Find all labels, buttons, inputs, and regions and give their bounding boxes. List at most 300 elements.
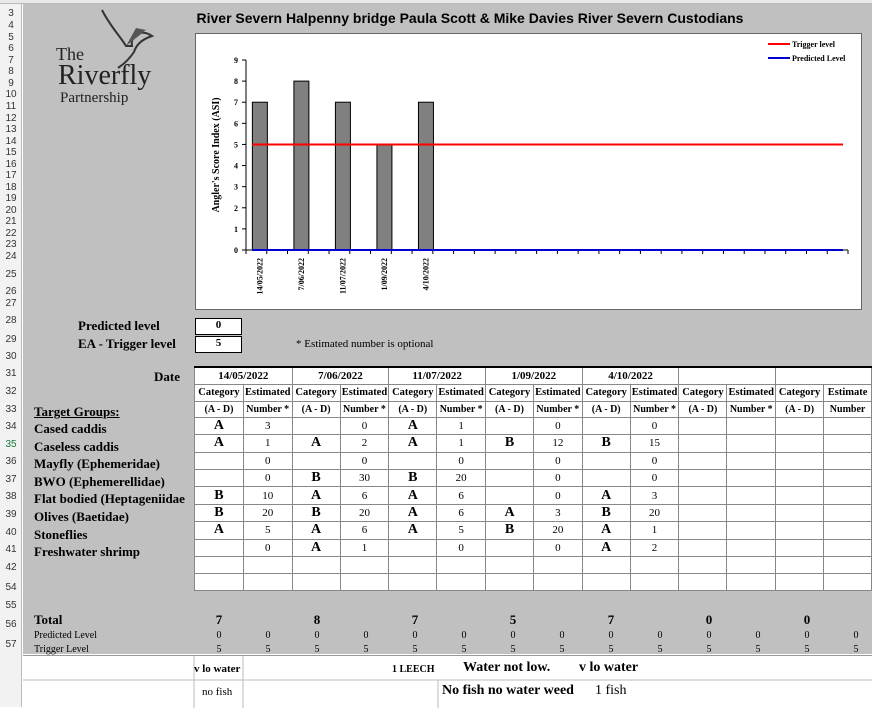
number-cell[interactable]: 5 — [243, 522, 292, 539]
category-cell[interactable]: A — [389, 522, 437, 539]
number-cell[interactable] — [727, 539, 776, 556]
row-number[interactable]: 21 — [5, 216, 17, 227]
x-tick-label: 1/09/2022 — [379, 258, 389, 291]
date-cell[interactable]: 14/05/2022 — [195, 367, 293, 384]
row-number[interactable]: 23 — [5, 239, 17, 250]
date-cell[interactable] — [679, 367, 776, 384]
row-number[interactable]: 6 — [8, 43, 14, 54]
column-header[interactable]: Category — [292, 384, 340, 401]
category-cell[interactable] — [679, 417, 727, 434]
row-number[interactable]: 26 — [5, 286, 17, 297]
category-cell[interactable]: B — [389, 470, 437, 487]
number-cell[interactable]: 5 — [437, 522, 486, 539]
row-number[interactable]: 37 — [5, 474, 17, 485]
category-cell[interactable] — [292, 417, 340, 434]
row-number[interactable]: 12 — [5, 113, 17, 124]
chart-svg — [196, 34, 861, 309]
empty-cell[interactable] — [292, 574, 340, 591]
number-cell[interactable]: 0 — [340, 452, 389, 469]
empty-cell[interactable] — [437, 557, 486, 574]
trigger-level-label: EA - Trigger level — [78, 336, 176, 351]
bar — [377, 144, 392, 250]
empty-cell[interactable] — [630, 557, 679, 574]
row-number[interactable]: 19 — [5, 193, 17, 204]
total-value[interactable]: 7 — [607, 612, 615, 627]
category-cell[interactable]: B — [582, 504, 630, 521]
category-cell[interactable] — [776, 522, 824, 539]
total-value[interactable]: 0 — [705, 612, 713, 627]
row-number[interactable]: 13 — [5, 124, 17, 135]
category-cell[interactable]: B — [292, 470, 340, 487]
category-cell[interactable] — [582, 417, 630, 434]
category-cell[interactable] — [776, 504, 824, 521]
note-r57-a[interactable]: no fish — [202, 686, 233, 698]
notes-area — [23, 655, 872, 707]
category-cell[interactable] — [582, 470, 630, 487]
predicted-level-value[interactable]: 0 — [461, 630, 467, 641]
column-subheader[interactable]: (A - D) — [776, 401, 824, 417]
category-cell[interactable] — [776, 470, 824, 487]
row-number[interactable]: 16 — [5, 159, 17, 170]
column-header[interactable]: Estimated — [437, 384, 486, 401]
column-subheader[interactable]: (A - D) — [292, 401, 340, 417]
number-cell[interactable]: 15 — [630, 435, 679, 452]
empty-cell[interactable] — [243, 557, 292, 574]
empty-cell[interactable] — [389, 557, 437, 574]
date-cell[interactable]: 7/06/2022 — [292, 367, 389, 384]
predicted-level-value[interactable]: 0 — [510, 630, 516, 641]
legend-label: Trigger level — [792, 40, 836, 49]
number-cell[interactable]: 20 — [243, 504, 292, 521]
date-cell[interactable] — [776, 367, 872, 384]
category-cell[interactable]: A — [389, 417, 437, 434]
column-subheader[interactable]: (A - D) — [485, 401, 533, 417]
note-r56-c[interactable]: Water not low. — [463, 660, 551, 675]
number-cell[interactable] — [727, 452, 776, 469]
number-cell[interactable] — [824, 539, 872, 556]
number-cell[interactable]: 0 — [437, 539, 486, 556]
category-cell[interactable] — [485, 417, 533, 434]
number-cell[interactable]: 6 — [437, 504, 486, 521]
category-cell[interactable] — [485, 487, 533, 504]
row-number[interactable]: 20 — [5, 205, 17, 216]
predicted-level-value[interactable]: 0 — [412, 630, 418, 641]
target-group-label: Flat bodied (Heptageniidae — [34, 491, 185, 507]
row-number[interactable]: 38 — [5, 491, 17, 502]
total-value[interactable]: 7 — [411, 612, 419, 627]
empty-cell[interactable] — [582, 574, 630, 591]
column-subheader[interactable]: (A - D) — [389, 401, 437, 417]
column-header[interactable]: Category — [582, 384, 630, 401]
x-tick-label: 11/07/2022 — [338, 258, 348, 295]
category-cell[interactable]: B — [292, 504, 340, 521]
category-cell[interactable] — [776, 417, 824, 434]
number-cell[interactable]: 20 — [437, 470, 486, 487]
number-cell[interactable]: 0 — [630, 417, 679, 434]
row-number[interactable]: 17 — [5, 170, 17, 181]
number-cell[interactable]: 1 — [437, 417, 486, 434]
number-cell[interactable]: 2 — [630, 539, 679, 556]
row-number[interactable]: 54 — [5, 582, 17, 593]
row-number[interactable]: 56 — [5, 619, 17, 630]
column-header[interactable]: Category — [389, 384, 437, 401]
number-cell[interactable] — [824, 504, 872, 521]
empty-cell[interactable] — [485, 557, 533, 574]
target-group-label: Freshwater shrimp — [34, 544, 141, 560]
total-value[interactable]: 5 — [509, 612, 517, 627]
number-cell[interactable]: 20 — [534, 522, 583, 539]
row-number[interactable]: 29 — [5, 334, 17, 345]
bar — [294, 81, 309, 250]
trigger-level-value[interactable]: 5 — [265, 644, 271, 655]
category-cell[interactable] — [679, 470, 727, 487]
predicted-level-value[interactable]: 0 — [853, 630, 859, 641]
row-number[interactable]: 18 — [5, 182, 17, 193]
notes-grid — [23, 656, 872, 708]
column-header[interactable]: Estimate — [824, 384, 872, 401]
empty-cell[interactable] — [824, 574, 872, 591]
empty-cell[interactable] — [679, 574, 727, 591]
number-cell[interactable]: 6 — [340, 522, 389, 539]
column-subheader[interactable]: Number * — [437, 401, 486, 417]
note-r56-b[interactable]: 1 LEECH — [392, 664, 435, 675]
number-cell[interactable]: 1 — [630, 522, 679, 539]
number-cell[interactable] — [727, 435, 776, 452]
category-cell[interactable]: B — [582, 435, 630, 452]
row-number[interactable]: 40 — [5, 527, 17, 538]
row-number[interactable]: 57 — [5, 639, 17, 650]
x-tick-label: 4/10/2022 — [421, 258, 431, 291]
note-r57-b[interactable]: No fish no water weed — [442, 683, 574, 698]
row-number[interactable]: 4 — [8, 20, 14, 31]
x-tick-label: 7/06/2022 — [296, 258, 306, 291]
number-cell[interactable]: 0 — [630, 452, 679, 469]
category-cell[interactable]: A — [292, 435, 340, 452]
category-cell[interactable]: A — [389, 504, 437, 521]
category-cell[interactable]: A — [389, 487, 437, 504]
x-tick-label: 14/05/2022 — [255, 258, 265, 295]
row-number[interactable]: 34 — [5, 421, 17, 432]
empty-cell[interactable] — [437, 574, 486, 591]
survey-table[interactable] — [194, 366, 872, 591]
target-group-label: Cased caddis — [34, 421, 107, 436]
empty-cell[interactable] — [679, 557, 727, 574]
number-cell[interactable]: 0 — [437, 452, 486, 469]
number-cell[interactable] — [824, 522, 872, 539]
predicted-level-value[interactable]: 0 — [608, 630, 614, 641]
category-cell[interactable]: B — [195, 504, 244, 521]
legend-label: Predicted Level — [792, 54, 846, 63]
target-group-label: BWO (Ephemerellidae) — [34, 473, 165, 489]
empty-cell[interactable] — [582, 557, 630, 574]
bar — [418, 102, 433, 250]
number-cell[interactable]: 0 — [534, 539, 583, 556]
trigger-level-value[interactable]: 5 — [314, 644, 320, 655]
row-number[interactable]: 7 — [8, 55, 14, 66]
note-r56-a[interactable]: v lo water — [194, 663, 241, 675]
category-cell[interactable]: A — [389, 435, 437, 452]
row-number[interactable]: 14 — [5, 136, 17, 147]
empty-cell[interactable] — [534, 557, 583, 574]
predicted-level-value[interactable]: 0 — [804, 630, 810, 641]
number-cell[interactable]: 30 — [340, 470, 389, 487]
row-number[interactable]: 25 — [5, 269, 17, 280]
row-number[interactable]: 15 — [5, 147, 17, 158]
column-header[interactable]: Estimated — [243, 384, 292, 401]
category-cell[interactable] — [776, 452, 824, 469]
category-cell[interactable] — [582, 452, 630, 469]
category-cell[interactable] — [195, 470, 244, 487]
column-header[interactable]: Estimated — [534, 384, 583, 401]
target-group-label: Olives (Baetidae) — [34, 509, 129, 524]
trigger-level-value[interactable]: 5 — [412, 644, 418, 655]
total-value[interactable]: 0 — [803, 612, 811, 627]
trigger-level-value[interactable]: 5 — [559, 644, 565, 655]
row-number[interactable]: 28 — [5, 315, 17, 326]
category-cell[interactable]: A — [292, 487, 340, 504]
empty-cell[interactable] — [195, 557, 244, 574]
number-cell[interactable]: 20 — [340, 504, 389, 521]
category-cell[interactable] — [679, 435, 727, 452]
predicted-level-label: Predicted level — [78, 318, 160, 333]
category-cell[interactable] — [679, 487, 727, 504]
column-header[interactable]: Estimated — [727, 384, 776, 401]
category-cell[interactable] — [679, 504, 727, 521]
category-cell[interactable] — [776, 435, 824, 452]
date-cell[interactable]: 11/07/2022 — [389, 367, 486, 384]
date-label: Date — [154, 369, 180, 384]
number-cell[interactable]: 3 — [630, 487, 679, 504]
empty-cell[interactable] — [727, 574, 776, 591]
trigger-level-value[interactable]: 5 — [195, 336, 242, 353]
row-number[interactable]: 35 — [5, 439, 17, 450]
note-r57-c[interactable]: 1 fish — [595, 683, 627, 698]
predicted-level-value[interactable]: 0 — [314, 630, 320, 641]
column-subheader[interactable]: Number * — [727, 401, 776, 417]
trigger-level-value[interactable]: 5 — [706, 644, 712, 655]
y-tick-label: 8 — [234, 77, 238, 87]
column-subheader[interactable]: Number * — [243, 401, 292, 417]
y-tick-label: 9 — [234, 56, 238, 65]
empty-cell[interactable] — [824, 557, 872, 574]
number-cell[interactable] — [727, 487, 776, 504]
number-cell[interactable] — [824, 452, 872, 469]
category-cell[interactable]: A — [292, 539, 340, 556]
row-number[interactable]: 27 — [5, 298, 17, 309]
y-axis-title: Angler's Score Index (ASI) — [211, 97, 222, 213]
category-cell[interactable]: A — [582, 522, 630, 539]
predicted-level-row-label: Predicted Level — [34, 630, 98, 641]
empty-cell[interactable] — [195, 574, 244, 591]
category-cell[interactable]: B — [485, 435, 533, 452]
category-cell[interactable]: A — [292, 522, 340, 539]
number-cell[interactable]: 10 — [243, 487, 292, 504]
column-header[interactable]: Estimated — [340, 384, 389, 401]
empty-cell[interactable] — [389, 574, 437, 591]
logo-riverfly: Riverfly — [58, 60, 152, 91]
row-number[interactable]: 30 — [5, 351, 17, 362]
bar — [335, 102, 350, 250]
category-cell[interactable] — [195, 452, 244, 469]
category-cell[interactable]: A — [485, 504, 533, 521]
category-cell[interactable]: A — [195, 417, 244, 434]
number-cell[interactable] — [727, 470, 776, 487]
category-cell[interactable] — [389, 452, 437, 469]
predicted-level-value[interactable]: 0 — [195, 318, 242, 335]
trigger-level-value[interactable]: 5 — [216, 644, 222, 655]
number-cell[interactable]: 0 — [243, 452, 292, 469]
row-number[interactable]: 42 — [5, 562, 17, 573]
category-cell[interactable] — [292, 452, 340, 469]
empty-cell[interactable] — [340, 574, 389, 591]
predicted-level-value[interactable]: 0 — [363, 630, 369, 641]
row-number[interactable]: 31 — [5, 368, 17, 379]
category-cell[interactable] — [485, 470, 533, 487]
category-cell[interactable] — [389, 539, 437, 556]
category-cell[interactable]: A — [582, 487, 630, 504]
target-group-label: Stoneflies — [34, 526, 88, 542]
number-cell[interactable]: 6 — [340, 487, 389, 504]
predicted-level-value[interactable]: 0 — [657, 630, 663, 641]
column-subheader[interactable]: Number * — [630, 401, 679, 417]
predicted-level-value[interactable]: 0 — [216, 630, 222, 641]
trigger-level-value[interactable]: 5 — [608, 644, 614, 655]
row-number[interactable]: 39 — [5, 509, 17, 520]
category-cell[interactable]: B — [485, 522, 533, 539]
column-subheader[interactable]: (A - D) — [195, 401, 244, 417]
category-cell[interactable]: A — [195, 435, 244, 452]
empty-cell[interactable] — [534, 574, 583, 591]
total-value[interactable]: 7 — [215, 612, 223, 627]
row-number[interactable]: 24 — [5, 251, 17, 262]
number-cell[interactable]: 1 — [340, 539, 389, 556]
date-cell[interactable]: 4/10/2022 — [582, 367, 679, 384]
row-number[interactable]: 5 — [8, 32, 14, 43]
trigger-level-value[interactable]: 5 — [804, 644, 810, 655]
category-cell[interactable] — [776, 539, 824, 556]
number-cell[interactable]: 12 — [534, 435, 583, 452]
y-tick-label: 0 — [234, 246, 238, 255]
empty-cell[interactable] — [340, 557, 389, 574]
estimate-note: * Estimated number is optional — [296, 338, 434, 350]
empty-cell[interactable] — [776, 557, 824, 574]
row-number[interactable]: 33 — [5, 404, 17, 415]
trigger-level-value[interactable]: 5 — [510, 644, 516, 655]
trigger-level-value[interactable]: 5 — [853, 644, 859, 655]
row-number[interactable]: 32 — [5, 386, 17, 397]
trigger-level-value[interactable]: 5 — [363, 644, 369, 655]
category-cell[interactable] — [485, 452, 533, 469]
column-header[interactable]: Estimated — [630, 384, 679, 401]
number-cell[interactable]: 20 — [630, 504, 679, 521]
note-r56-d[interactable]: v lo water — [579, 660, 639, 675]
number-cell[interactable] — [727, 417, 776, 434]
number-cell[interactable]: 6 — [437, 487, 486, 504]
column-header[interactable]: Category — [776, 384, 824, 401]
row-number[interactable]: 36 — [5, 456, 17, 467]
empty-cell[interactable] — [776, 574, 824, 591]
empty-cell[interactable] — [727, 557, 776, 574]
row-number[interactable]: 11 — [5, 101, 17, 112]
empty-cell[interactable] — [292, 557, 340, 574]
number-cell[interactable]: 0 — [534, 470, 583, 487]
number-cell[interactable]: 0 — [534, 452, 583, 469]
row-number[interactable]: 55 — [5, 600, 17, 611]
column-subheader[interactable]: (A - D) — [679, 401, 727, 417]
predicted-level-value[interactable]: 0 — [706, 630, 712, 641]
date-cell[interactable]: 1/09/2022 — [485, 367, 582, 384]
asi-chart[interactable] — [195, 33, 862, 310]
column-subheader[interactable]: Number * — [534, 401, 583, 417]
number-cell[interactable]: 0 — [340, 417, 389, 434]
column-subheader[interactable]: Number — [824, 401, 872, 417]
category-cell[interactable] — [195, 539, 244, 556]
empty-cell[interactable] — [485, 574, 533, 591]
column-header[interactable]: Category — [679, 384, 727, 401]
category-cell[interactable] — [679, 539, 727, 556]
y-tick-label: 7 — [234, 98, 238, 108]
number-cell[interactable]: 0 — [534, 417, 583, 434]
riverfly-logo — [40, 6, 180, 116]
predicted-level-value[interactable]: 0 — [559, 630, 565, 641]
column-subheader[interactable]: (A - D) — [582, 401, 630, 417]
trigger-level-value[interactable]: 5 — [657, 644, 663, 655]
row-number[interactable]: 8 — [8, 66, 14, 77]
row-number[interactable]: 41 — [5, 544, 17, 555]
predicted-level-value[interactable]: 0 — [755, 630, 761, 641]
column-header[interactable]: Category — [485, 384, 533, 401]
y-tick-label: 4 — [234, 161, 238, 171]
category-cell[interactable] — [776, 487, 824, 504]
row-number[interactable]: 22 — [5, 228, 17, 239]
number-cell[interactable] — [824, 470, 872, 487]
number-cell[interactable] — [727, 522, 776, 539]
y-tick-label: 1 — [234, 224, 238, 234]
trigger-level-value[interactable]: 5 — [461, 644, 467, 655]
category-cell[interactable]: A — [195, 522, 244, 539]
number-cell[interactable] — [824, 487, 872, 504]
trigger-level-value[interactable]: 5 — [755, 644, 761, 655]
category-cell[interactable] — [485, 539, 533, 556]
bar — [252, 102, 267, 250]
predicted-level-value[interactable]: 0 — [265, 630, 271, 641]
number-cell[interactable]: 0 — [243, 470, 292, 487]
empty-cell[interactable] — [243, 574, 292, 591]
empty-cell[interactable] — [630, 574, 679, 591]
number-cell[interactable] — [824, 435, 872, 452]
number-cell[interactable]: 2 — [340, 435, 389, 452]
row-number[interactable]: 3 — [8, 8, 14, 19]
column-header[interactable]: Category — [195, 384, 244, 401]
column-subheader[interactable]: Number * — [340, 401, 389, 417]
number-cell[interactable] — [824, 417, 872, 434]
number-cell[interactable]: 0 — [534, 487, 583, 504]
number-cell[interactable]: 1 — [243, 435, 292, 452]
row-number[interactable]: 9 — [8, 78, 14, 89]
total-value[interactable]: 8 — [313, 612, 321, 627]
number-cell[interactable] — [727, 504, 776, 521]
category-cell[interactable]: A — [582, 539, 630, 556]
number-cell[interactable]: 1 — [437, 435, 486, 452]
number-cell[interactable]: 3 — [534, 504, 583, 521]
category-cell[interactable] — [679, 522, 727, 539]
number-cell[interactable]: 0 — [630, 470, 679, 487]
row-number[interactable]: 10 — [5, 89, 17, 100]
number-cell[interactable]: 0 — [243, 539, 292, 556]
category-cell[interactable] — [679, 452, 727, 469]
category-cell[interactable]: B — [195, 487, 244, 504]
number-cell[interactable]: 3 — [243, 417, 292, 434]
